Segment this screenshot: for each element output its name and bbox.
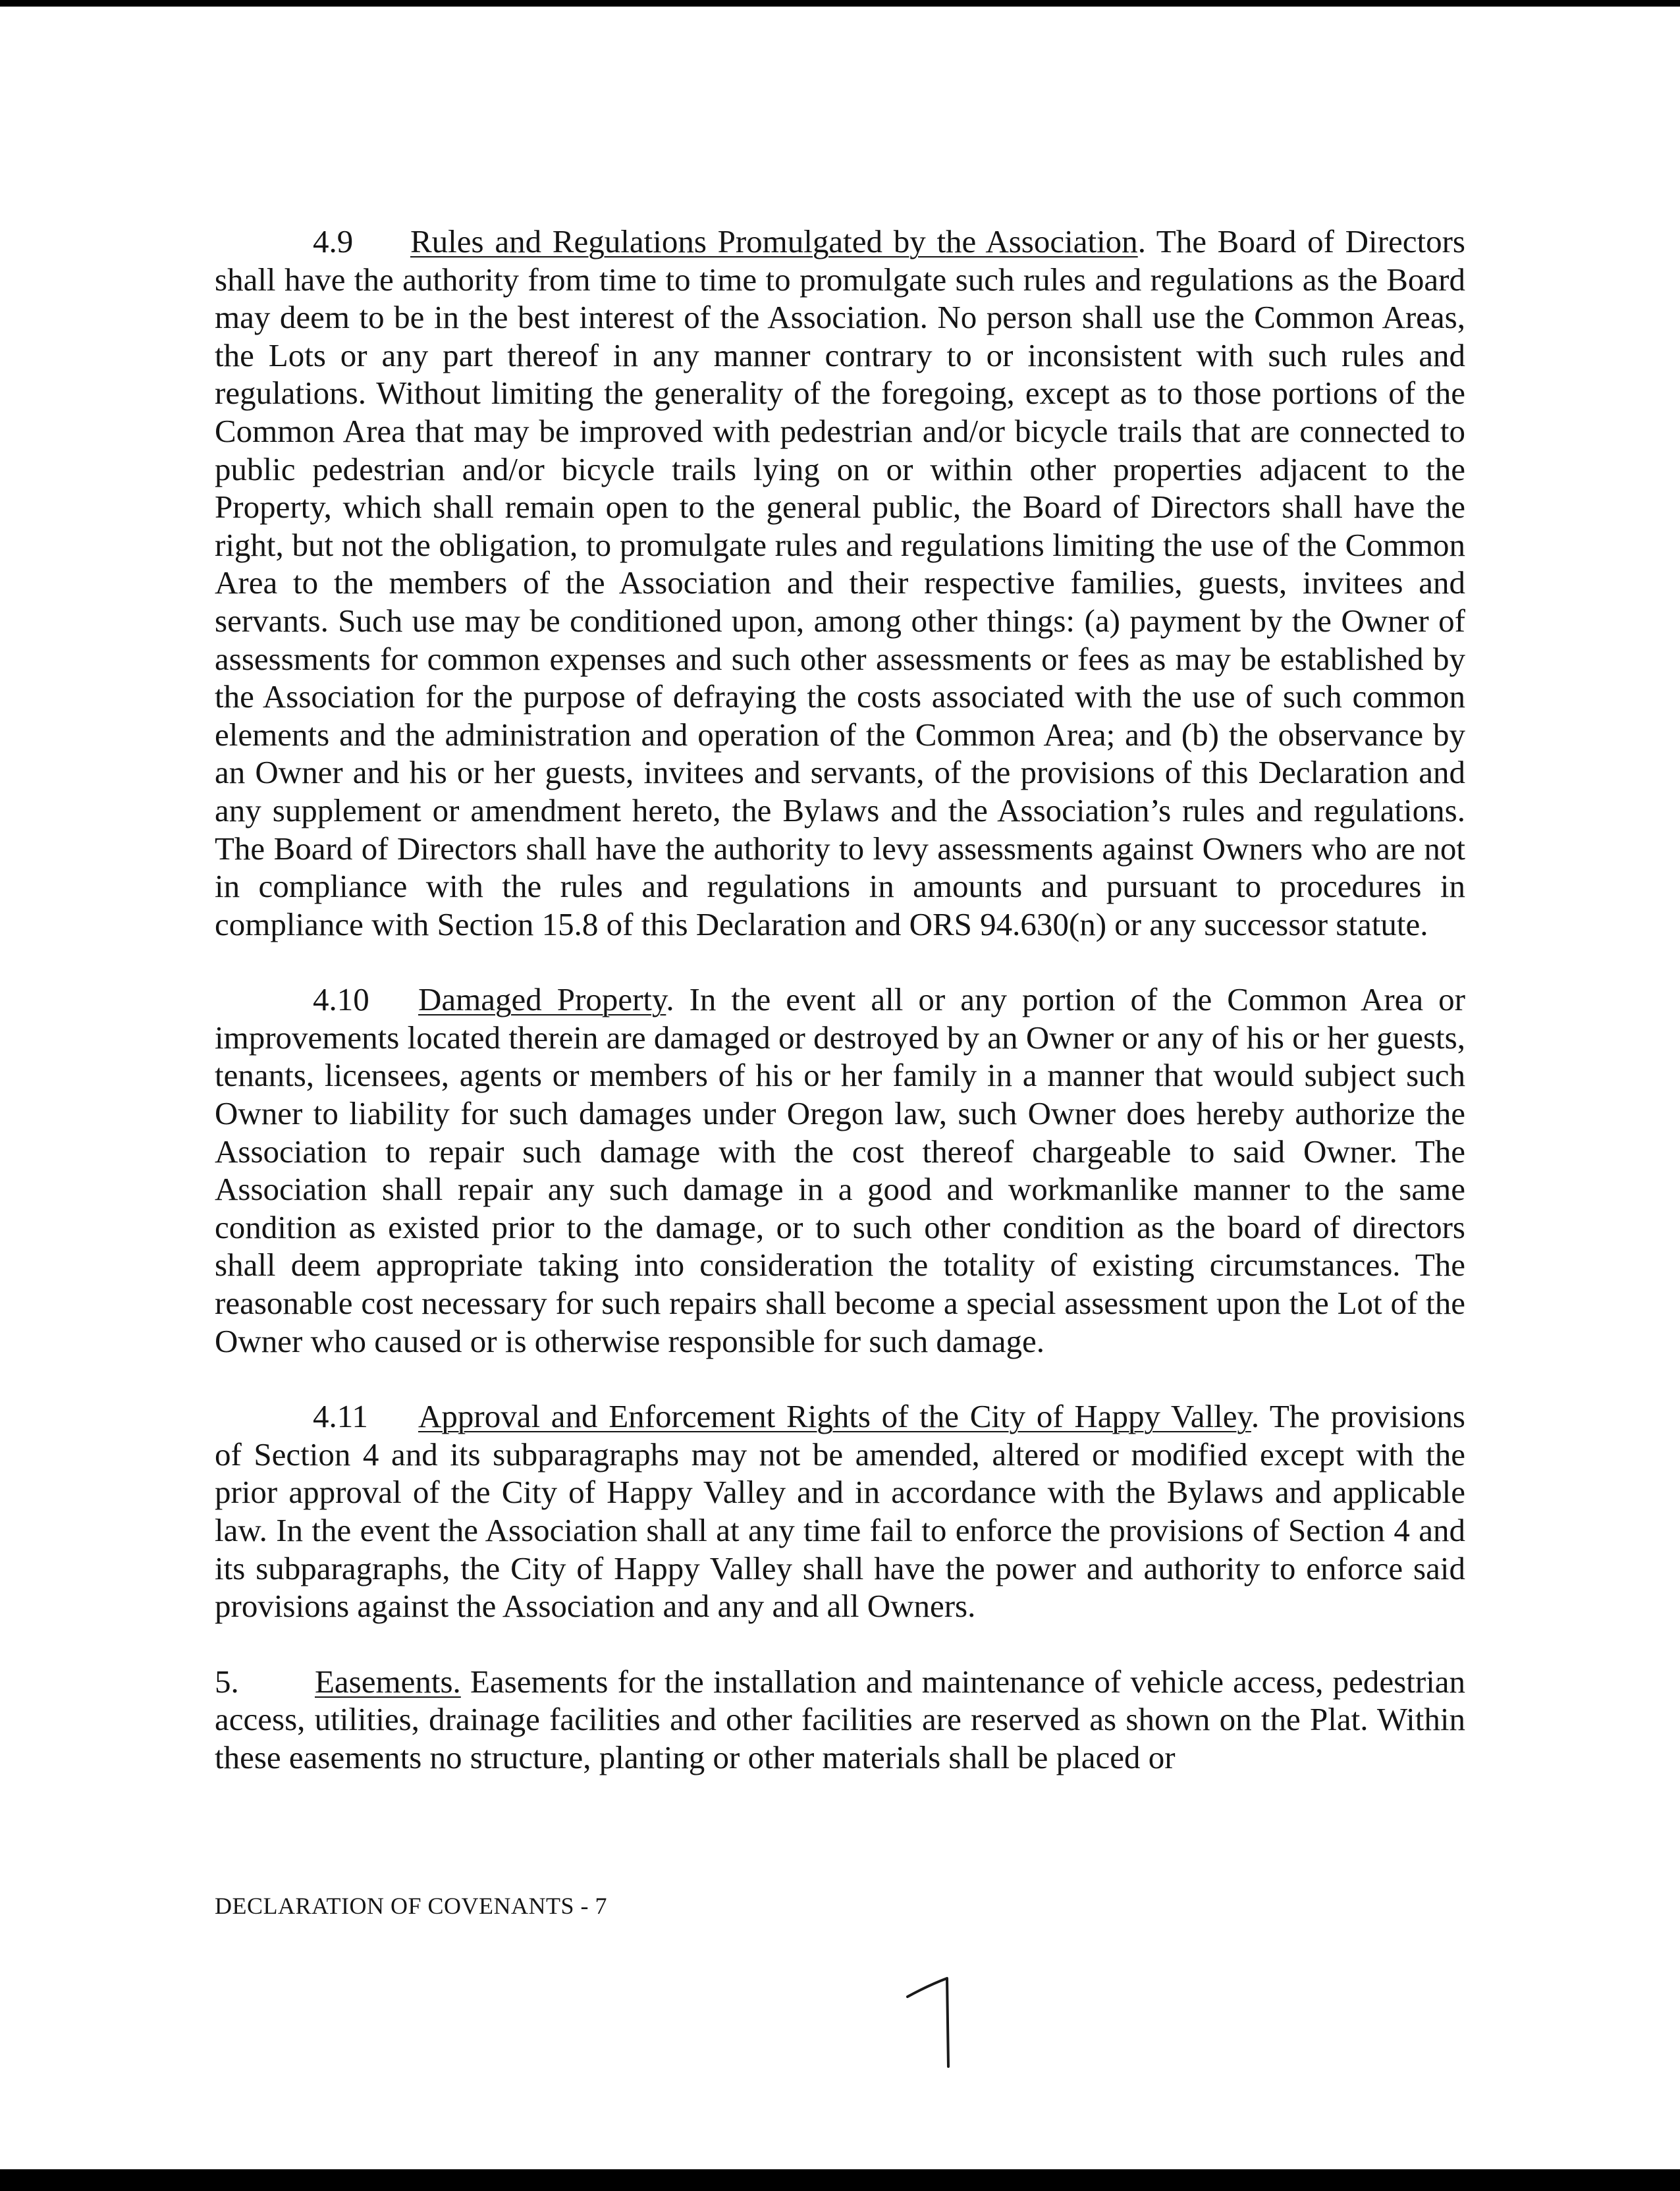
section-number: 4.9 — [313, 223, 354, 259]
section-heading: Easements. — [315, 1663, 461, 1700]
page-footer: DECLARATION OF COVENANTS - 7 — [215, 1893, 607, 1919]
section-4-9 — [215, 223, 1465, 943]
section-heading: Rules and Regulations Promulgated by the Association — [410, 223, 1138, 259]
scan-border-top — [0, 0, 1680, 7]
heading-suffix: . — [666, 981, 674, 1018]
section-heading: Approval and Enforcement Rights of the City of Happy Valley — [418, 1398, 1251, 1435]
section-4-11 — [215, 1397, 1465, 1625]
heading-suffix: . — [1251, 1398, 1260, 1435]
section-number: 4.10 — [313, 981, 369, 1018]
scan-border-bottom — [0, 2169, 1680, 2191]
section-text: Easements for the installation and maintenance of vehicle access, pedestrian access, utilities, drainage facilities and other facilities are reserved as shown on the Plat. Within these easements no structure, planting or other materials shall be placed or — [215, 1663, 1465, 1775]
handwritten-page-mark — [902, 1976, 968, 2074]
heading-suffix: . — [1137, 223, 1146, 259]
section-text: In the event all or any portion of the Common Area or improvements located therein are damaged or destroyed by an Owner or any of his or her guests, tenants, licensees, agents or members of his or her family in a manner that would subject such Owner to liability for such damages under Oregon law, such Owner does hereby authorize the Association to repair such damage with the cost thereof chargeable to said Owner. The Association shall repair any such damage in a good and workmanlike manner to the same condition as existed prior to the damage, or to such other condition as the board of directors shall deem appropriate taking into consideration the totality of existing circumstances. The reasonable cost necessary for such repairs shall become a special assessment upon the Lot of the Owner who caused or is otherwise responsible for such damage. — [215, 981, 1465, 1359]
document-body — [215, 223, 1465, 1814]
section-text: The provisions of Section 4 and its subparagraphs may not be amended, altered or modified except with the prior approval of the City of Happy Valley and in accordance with the Bylaws and applicable law. In the event the Association shall at any time fail to enforce the provisions of Section 4 and its subparagraphs, the City of Happy Valley shall have the power and authority to enforce said provisions against the Association and any and all Owners. — [215, 1398, 1465, 1625]
section-number: 5. — [215, 1663, 239, 1700]
section-number: 4.11 — [313, 1398, 368, 1435]
section-heading: Damaged Property — [418, 981, 666, 1018]
section-5 — [215, 1663, 1465, 1777]
section-text: The Board of Directors shall have the authority from time to time to promulgate such rules and regulations as the Board may deem to be in the best interest of the Association. No person shall use the Common Areas, the Lots or any part thereof in any manner contrary to or inconsistent with such rules and regulations. Without limiting the generality of the foregoing, except as to those portions of the Common Area that may be improved with pedestrian and/or bicycle trails that are connected to public pedestrian and/or bicycle trails lying on or within other properties adjacent to the Property, which shall remain open to the general public, the Board of Directors shall have the right, but not the obligation, to promulgate rules and regulations limiting the use of the Common Area to the members of the Association and their respective families, guests, invitees and servants. Such use may be conditioned upon, among other things: (a) payment by the Owner of assessments for common expenses and such other assessments or fees as may be established by the Association for the purpose of defraying the costs associated with the use of such common elements and the administration and operation of the Common Area; and (b) the observance by an Owner and his or her guests, invitees and servants, of the provisions of this Declaration and any supplement or amendment hereto, the Bylaws and the Association’s rules and regulations. The Board of Directors shall have the authority to levy assessments against Owners who are not in compliance with the rules and regulations in amounts and pursuant to procedures in compliance with Section 15.8 of this Declaration and ORS 94.630(n) or any successor statute. — [215, 223, 1465, 942]
section-4-10 — [215, 981, 1465, 1360]
